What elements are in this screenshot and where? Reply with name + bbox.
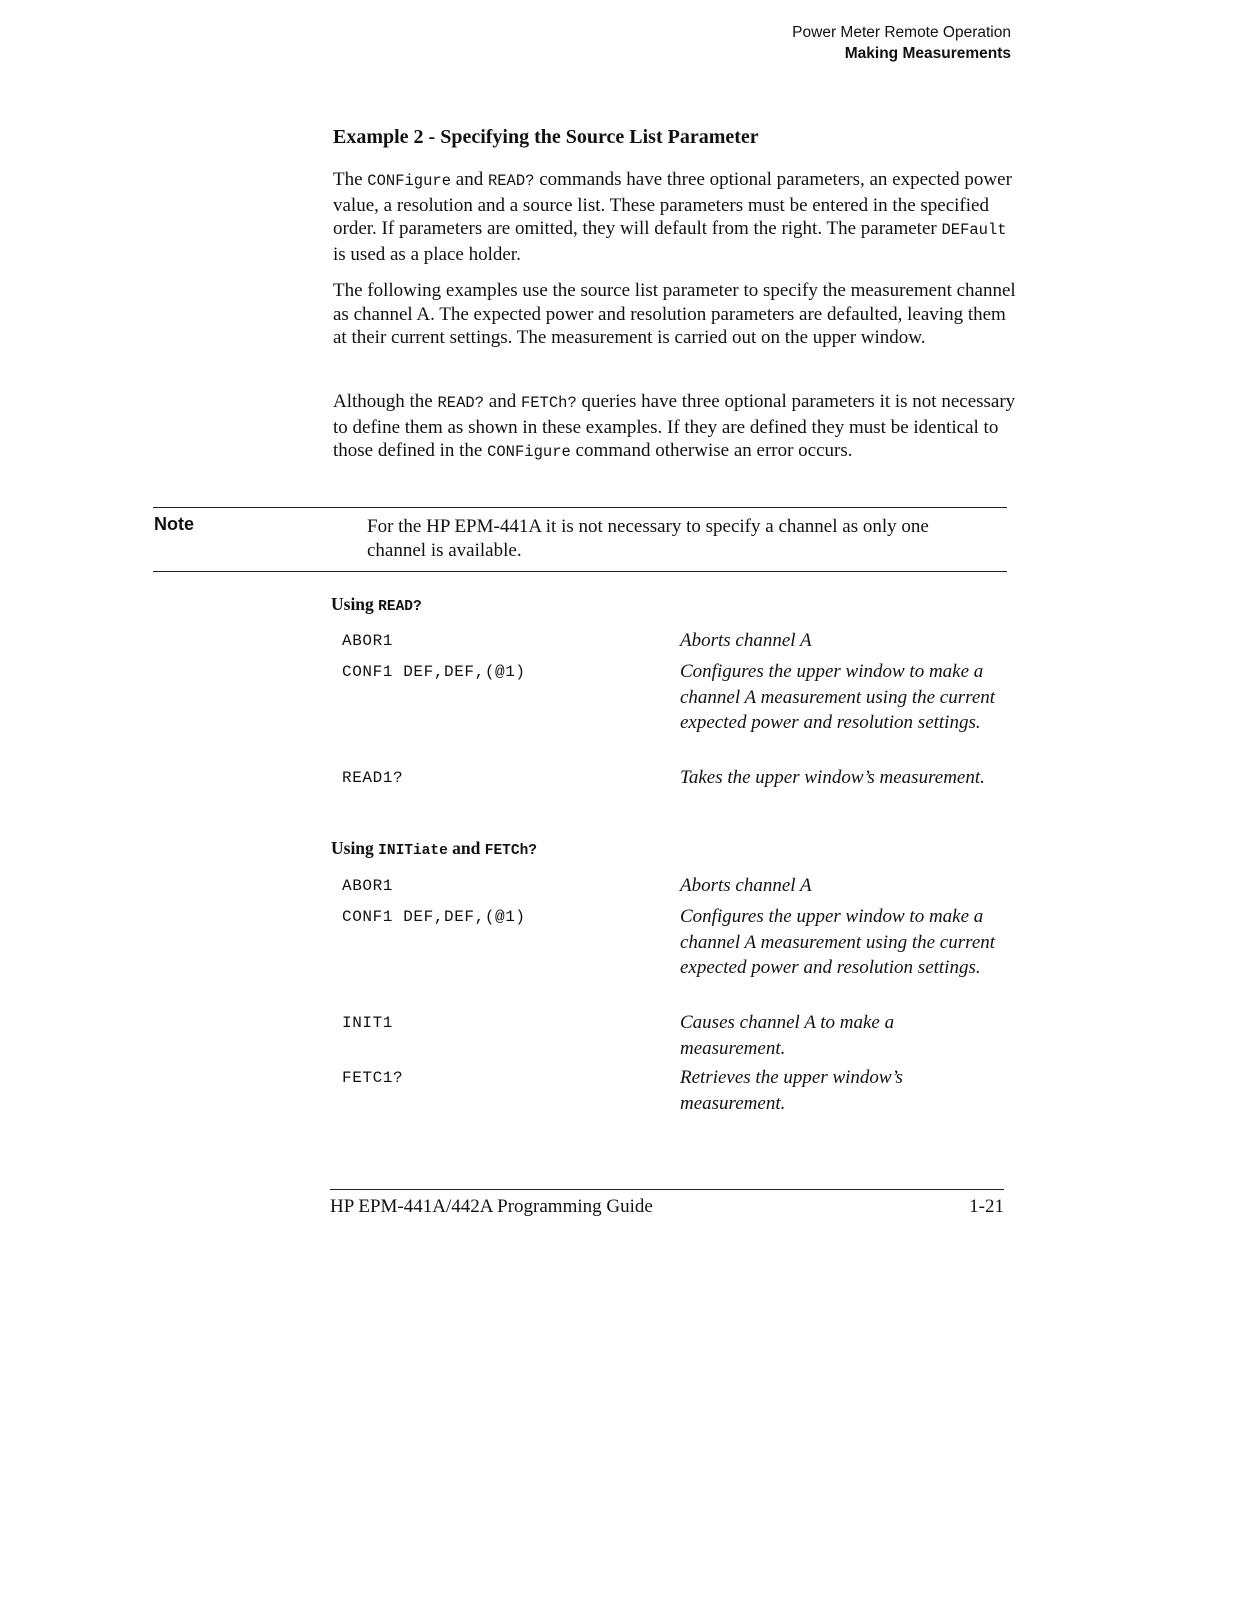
command-description: Takes the upper window’s measurement. bbox=[680, 767, 985, 788]
text-run: and bbox=[484, 391, 521, 412]
section-title: Example 2 - Specifying the Source List Parameter bbox=[333, 126, 759, 148]
inline-code: FETCh? bbox=[520, 394, 577, 412]
inline-code: READ? bbox=[378, 599, 422, 615]
inline-code: READ? bbox=[437, 394, 485, 412]
inline-code: INITiate bbox=[378, 843, 448, 859]
text-run: Although the bbox=[333, 391, 438, 412]
inline-code: DEFault bbox=[941, 221, 1007, 239]
paragraph-queries bbox=[333, 390, 1018, 465]
command-description: Configures the upper window to make a channel A measurement using the current expected power and resolution settings. bbox=[680, 661, 996, 733]
text-run: Using bbox=[331, 838, 379, 858]
command-description: Retrieves the upper window’s measurement. bbox=[680, 1067, 903, 1114]
text-run: and bbox=[451, 169, 488, 190]
inline-code: CONFigure bbox=[367, 172, 452, 190]
command-abort: ABOR1 bbox=[342, 632, 394, 650]
note-rule-top bbox=[153, 507, 1007, 508]
paragraph-source-list: The following examples use the source list parameter to specify the measurement channel as channel A. The expected power and resolution parameters are defaulted, leaving them at their current settings. The measurement is carried out on the upper window. bbox=[333, 280, 1016, 348]
page-number: 1-21 bbox=[969, 1196, 1004, 1217]
note-rule-bottom bbox=[153, 571, 1007, 572]
note-text: For the HP EPM-441A it is not necessary to specify a channel as only one channel is available. bbox=[367, 516, 929, 561]
text-run: Using bbox=[331, 594, 379, 614]
command-abort: ABOR1 bbox=[342, 877, 394, 895]
command-description: Causes channel A to make a measurement. bbox=[680, 1012, 895, 1059]
text-run: is used as a place holder. bbox=[333, 243, 521, 265]
subheading-using-initiate-fetch bbox=[331, 838, 537, 859]
command-fetch: FETC1? bbox=[342, 1069, 404, 1087]
text-run: queries have three optional parameters it is not necessary to define them as shown in these examples. If they are defined they must be identical to those defined in the bbox=[333, 391, 1016, 461]
command-configure: CONF1 DEF,DEF,(@1) bbox=[342, 663, 526, 681]
inline-code: CONFigure bbox=[487, 443, 571, 461]
text-run: and bbox=[447, 838, 485, 858]
text-run: commands have three optional parameters, an expected power value, a resolution and a source list. These parameters must be entered in the specified order. If parameters are omitted, they will default from the right. The parameter bbox=[333, 169, 1012, 239]
text-run: The bbox=[333, 169, 368, 190]
running-head bbox=[792, 22, 1011, 64]
text-run: command otherwise an error occurs. bbox=[570, 440, 853, 461]
command-description: Aborts channel A bbox=[680, 630, 812, 651]
command-configure: CONF1 DEF,DEF,(@1) bbox=[342, 908, 526, 926]
command-description: Configures the upper window to make a channel A measurement using the current expected power and resolution settings. bbox=[680, 906, 996, 978]
subheading-using-read bbox=[331, 594, 422, 615]
note-label: Note bbox=[154, 514, 194, 534]
footer-rule bbox=[330, 1189, 1004, 1190]
command-initiate: INIT1 bbox=[342, 1014, 394, 1032]
command-description: Aborts channel A bbox=[680, 875, 812, 896]
inline-code: READ? bbox=[487, 172, 535, 190]
command-read: READ1? bbox=[342, 769, 404, 787]
inline-code: FETCh? bbox=[484, 843, 537, 859]
section-heading: Making Measurements bbox=[844, 45, 1011, 62]
chapter-title: Power Meter Remote Operation bbox=[792, 24, 1011, 41]
paragraph-optional-parameters bbox=[333, 168, 1018, 266]
footer-guide-title: HP EPM-441A/442A Programming Guide bbox=[330, 1196, 653, 1217]
